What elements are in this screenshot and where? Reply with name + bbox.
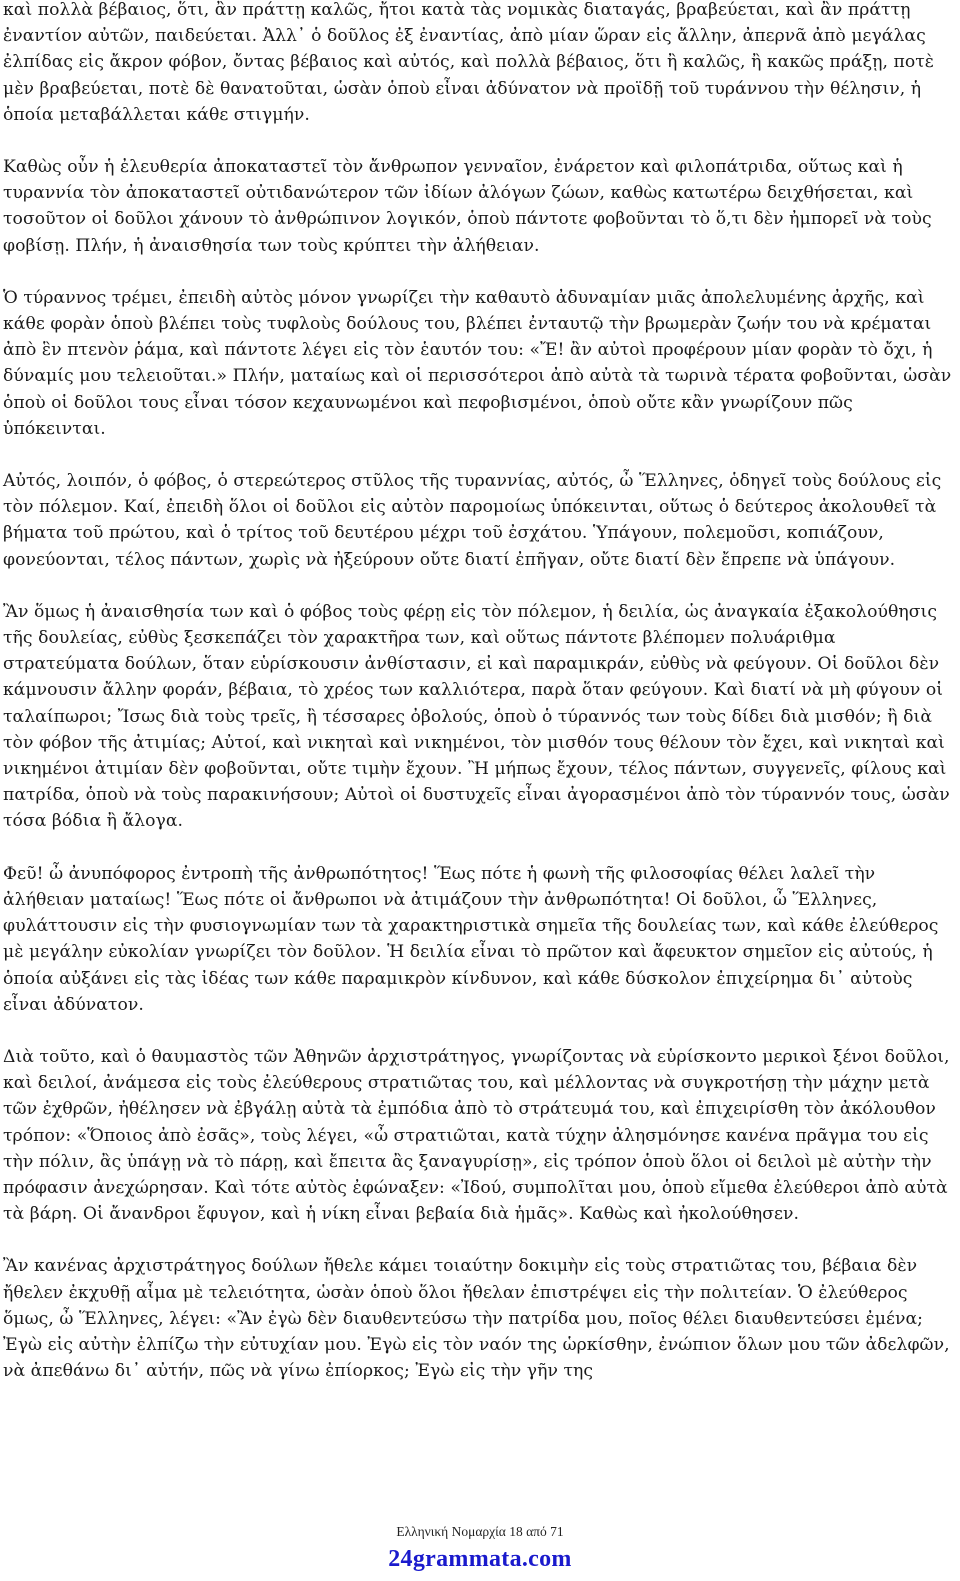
paragraph-5: Ἂν ὅμως ἡ ἀναισθησία των καὶ ὁ φόβος τοὺς φέρῃ εἰς τὸν πόλεμον, ἡ δειλία, ὡς ἀναγκαία ἐξακολούθησις τῆς δουλείας, εὐθὺς ξεσκεπάζει τὸν χαρακτῆρα των, καὶ οὕτως πάντοτε βλέπομεν πολυάριθμα στρατεύματα δούλων, ὅταν εὑρίσκουσιν ἀνθίστασιν, εἰ καὶ παραμικράν, εὐθὺς νὰ φεύγουν. Οἱ δοῦλοι δὲν κάμνουσιν ἄλλην φοράν, βέβαια, τὸ χρέος των καλλιότερα, παρὰ ὅταν φεύγουν. Καὶ διατί νὰ μὴ φύγουν οἱ ταλαίπωροι; Ἴσως διὰ τοὺς τρεῖς, ἢ τέσσαρες ὀβολούς, ὁποὺ ὁ τύραννός των τοὺς δίδει διὰ μισθόν; ἢ διὰ τὸν φόβον τῆς ἀτιμίας; Αὐτοί, καὶ νικηταὶ καὶ νικημένοι, τὸν μισθόν τους θέλουν τὸν ἔχει, καὶ νικηταὶ καὶ νικημένοι ἀτιμίαν δὲν φοβοῦνται, οὔτε τιμὴν ἔχουν. Ἢ μήπως ἔχουν, τέλος πάντων, συγγενεῖς, φίλους καὶ πατρίδα, ὁποὺ νὰ τοὺς παρακινήσουν; Αὐτοὶ οἱ δυστυχεῖς εἶναι ἀγορασμένοι ἀπὸ τὸν τύραννόν τους, ὡσὰν τόσα βόδια ἢ ἄλογα. [3, 601, 950, 832]
paragraph-3: Ὁ τύραννος τρέμει, ἐπειδὴ αὐτὸς μόνον γνωρίζει τὴν καθαυτὸ ἀδυναμίαν μιᾶς ἀπολελυμένης ἀρχῆς, καὶ κάθε φορὰν ὁποὺ βλέπει τοὺς τυφλοὺς δούλους του, βλέπει ἐνταυτῷ τὴν βρωμερὰν ζωήν του νὰ κρέμαται ἀπὸ ἓν πτενὸν ῥάμα, καὶ πάντοτε λέγει εἰς τὸν ἑαυτόν του: «Ἔ! ἂν αὐτοὶ προφέρουν μίαν φορὰν τὸ ὄχι, ἡ δύναμίς μου τελειοῦται.» Πλήν, ματαίως καὶ οἱ περισσότεροι ἀπὸ αὐτὰ τὰ τωρινὰ τέρατα φοβοῦνται, ὡσὰν ὁποὺ οἱ δοῦλοι τους εἶναι τόσον κεχαυνωμένοι καὶ πεφοβισμένοι, ὁποὺ οὔτε κἂν γνωρίζουν πῶς ὑπόκεινται. [3, 287, 952, 439]
paragraph-8: Ἂν κανένας ἀρχιστράτηγος δούλων ἤθελε κάμει τοιαύτην δοκιμὴν εἰς τοὺς στρατιῶτας του, βέβαια δὲν ἤθελεν ἐκχυθῇ αἷμα μὲ τελειότητα, ὡσὰν ὁποὺ ὅλοι ἤθελαν ἐπιστρέψει εἰς τὴν πολιτείαν. Ὁ ἐλεύθερος ὅμως, ὦ Ἕλληνες, λέγει: «Ἂν ἐγὼ δὲν διαυθεντεύσω τὴν πατρίδα μου, ποῖος θέλει διαυθεντεύσει ἐμένα; Ἐγὼ εἰς αὐτὴν ἐλπίζω τὴν εὐτυχίαν μου. Ἐγὼ εἰς τὸν ναόν της ὡρκίσθην, ἐνώπιον ὅλων μου τῶν ἀδελφῶν, νὰ ἀπεθάνω δι᾽ αὐτήν, πῶς νὰ γίνω ἐπίορκος; Ἐγὼ εἰς τὴν γῆν της [3, 1256, 950, 1382]
paragraph-6: Φεῦ! ὦ ἀνυπόφορος ἐντροπὴ τῆς ἀνθρωπότητος! Ἕως πότε ἡ φωνὴ τῆς φιλοσοφίας θέλει λαλεῖ τὴν ἀλήθειαν ματαίως! Ἕως πότε οἱ ἄνθρωποι νὰ ἀτιμάζουν τὴν ἀνθρωπότητα! Οἱ δοῦλοι, ὦ Ἕλληνες, φυλάττουσιν εἰς τὴν φυσιογνωμίαν των τὰ χαρακτηριστικὰ σημεῖα τῆς δουλείας των, καὶ κάθε ἐλεύθερος μὲ μεγάλην εὐκολίαν γνωρίζει τὸν δοῦλον. Ἡ δειλία εἶναι τὸ πρῶτον καὶ ἄφευκτον σημεῖον εἰς αὐτούς, ἡ ὁποία αὐξάνει εἰς τὰς ἰδέας των κάθε παραμικρὸν κίνδυνον, καὶ κάθε δύσκολον ἐπιχείρημα δι᾽ αὐτοὺς εἶναι ἀδύνατον. [3, 863, 939, 1015]
page-number-footer: Ελληνική Νομαρχία 18 από 71 [396, 1524, 564, 1539]
paragraph-1: καὶ πολλὰ βέβαιος, ὅτι, ἂν πράττῃ καλῶς, ἤτοι κατὰ τὰς νομικὰς διαταγάς, βραβεύεται, καὶ ἂν πράττῃ ἐναντίον αὐτῶν, παιδεύεται. Ἀλλ᾽ ὁ δοῦλος ἐξ ἐναντίας, ἀπὸ μίαν ὥραν εἰς ἄλλην, ἀπερνᾶ ἀπὸ μεγάλας ἐλπίδας εἰς ἄκρον φόβον, ὄντας βέβαιος καὶ αὐτός, καὶ πολλὰ βέβαιος, ὅτι ἢ καλῶς, ἢ κακῶς πράξῃ, ποτὲ μὲν βραβεύεται, ποτὲ δὲ θανατοῦται, ὡσὰν ὁποὺ εἶναι ἀδύνατον νὰ προϊδῇ τοῦ τυράννου τὴν θέλησιν, ἡ ὁποία μεταβάλλεται κάθε στιγμήν. [3, 0, 935, 125]
paragraph-2: Καθὼς οὖν ἡ ἐλευθερία ἀποκαταστεῖ τὸν ἄνθρωπον γενναῖον, ἐνάρετον καὶ φιλοπάτριδα, οὕτως καὶ ἡ τυραννία τὸν ἀποκαταστεῖ οὐτιδανώτερον τῶν ἰδίων ἀλόγων ζώων, καθὼς κατωτέρω δειχθήσεται, καὶ τοσοῦτον οἱ δοῦλοι χάνουν τὸ ἀνθρώπινον λογικόν, ὁποὺ πάντοτε φοβοῦνται τὸ ὅ,τι δὲν ἠμπορεῖ νὰ τοὺς φοβίσῃ. Πλήν, ἡ ἀναισθησία των τοὺς κρύπτει τὴν ἀλήθειαν. [3, 157, 932, 256]
paragraph-4: Αὐτός, λοιπόν, ὁ φόβος, ὁ στερεώτερος στῦλος τῆς τυραννίας, αὐτός, ὦ Ἕλληνες, ὁδηγεῖ τοὺς δούλους εἰς τὸν πόλεμον. Καί, ἐπειδὴ ὅλοι οἱ δοῦλοι εἰς αὐτὸν παρομοίως ὑπόκεινται, οὕτως ὁ δεύτερος ἀκολουθεῖ τὰ βήματα τοῦ πρώτου, καὶ ὁ τρίτος τοῦ δευτέρου μέχρι τοῦ ἐσχάτου. Ὑπάγουν, πολεμοῦσι, κοπιάζουν, φονεύονται, τέλος πάντων, χωρὶς νὰ ἠξεύρουν οὔτε διατί ἐπῆγαν, οὔτε διατί δὲν ἔπρεπε νὰ ὑπάγουν. [3, 471, 942, 570]
paragraph-7: Διὰ τοῦτο, καὶ ὁ θαυμαστὸς τῶν Ἀθηνῶν ἀρχιστράτηγος, γνωρίζοντας νὰ εὑρίσκοντο μερικοὶ ξένοι δοῦλοι, καὶ δειλοί, ἀνάμεσα εἰς τοὺς ἐλεύθερους στρατιῶτας του, καὶ μέλλοντας νὰ συγκροτήσῃ τὴν μάχην μετὰ τῶν ἐχθρῶν, ἠθέλησεν νὰ ἐβγάλῃ αὐτὰ τὰ ἐμπόδια ἀπὸ τὸ στράτευμά του, καὶ ἐπιχειρίσθη τὸν ἀκόλουθον τρόπον: «Ὅποιος ἀπὸ ἐσᾶς», τοὺς λέγει, «ὦ στρατιῶται, κατὰ τύχην ἀλησμόνησε κανένα πρᾶγμα του εἰς τὴν πόλιν, ἂς ὑπάγῃ νὰ τὸ πάρῃ, καὶ ἔπειτα ἂς ξαναγυρίσῃ», εἰς τρόπον ὁποὺ ὅλοι οἱ δειλοὶ μὲ αὐτὴν τὴν πρόφασιν ἀνεχώρησαν. Καὶ τότε αὐτὸς ἐφώναξεν: «Ἰδού, συμπολῖται μου, ὁποὺ εἴμεθα ἐλεύθεροι ἀπὸ αὐτὰ τὰ βάρη. Οἱ ἄνανδροι ἔφυγον, καὶ ἡ νίκη εἶναι βεβαία διὰ ἡμᾶς». Καθὼς καὶ ἠκολούθησεν. [3, 1046, 950, 1225]
site-link[interactable]: 24grammata.com [388, 1546, 572, 1572]
